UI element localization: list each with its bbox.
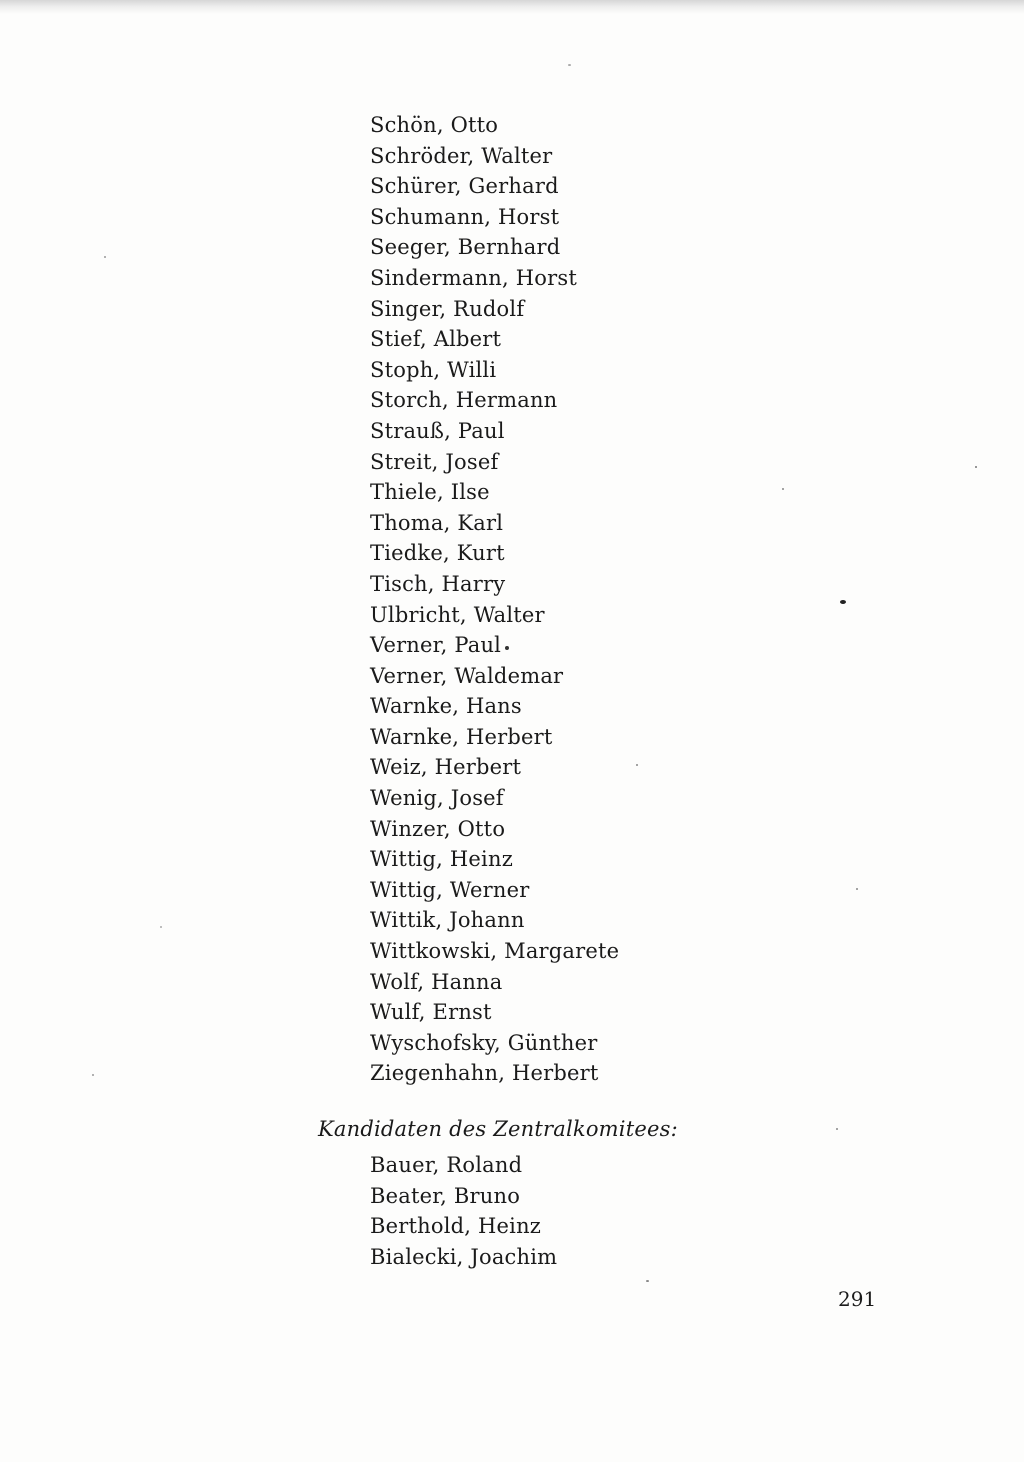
scan-speck (160, 926, 162, 928)
candidates-heading: Kandidaten des Zentralkomitees: (318, 1117, 678, 1141)
list-item: Sindermann, Horst (370, 265, 577, 290)
list-item: Wulf, Ernst (370, 1000, 492, 1025)
list-item: Wittig, Werner (370, 877, 530, 902)
list-item: Wittik, Johann (370, 908, 525, 933)
list-item: Schumann, Horst (370, 204, 560, 229)
scan-speck (856, 888, 858, 890)
list-item: Schürer, Gerhard (370, 174, 559, 199)
list-item: Weiz, Herbert (370, 755, 522, 780)
scan-speck (782, 488, 784, 490)
list-item: Schön, Otto (370, 113, 499, 137)
scan-speck (92, 1074, 94, 1076)
list-item: Ulbricht, Walter (370, 602, 545, 627)
list-item: Bialecki, Joachim (370, 1244, 558, 1269)
list-item: Winzer, Otto (370, 816, 506, 841)
scan-speck (636, 764, 638, 766)
scan-speck (104, 256, 106, 258)
list-item: Warnke, Herbert (370, 724, 553, 749)
scan-speck (836, 1128, 838, 1130)
list-item: Singer, Rudolf (370, 296, 525, 321)
scan-speck (646, 1280, 649, 1282)
list-item: Thoma, Karl (370, 510, 504, 535)
scan-top-edge (0, 0, 1024, 14)
list-item: Ziegenhahn, Herbert (370, 1061, 599, 1086)
list-item: Schröder, Walter (370, 143, 553, 168)
list-item: Wenig, Josef (370, 786, 504, 811)
list-item: Warnke, Hans (370, 694, 522, 719)
list-item: Tiedke, Kurt (370, 541, 505, 566)
list-item: Wittkowski, Margarete (370, 939, 620, 964)
list-item: Seeger, Bernhard (370, 235, 561, 260)
list-item: Verner, Waldemar (370, 663, 564, 688)
list-item: Streit, Josef (370, 449, 499, 474)
member-name-list (370, 110, 619, 1089)
list-item: Stief, Albert (370, 327, 502, 352)
list-item: Stoph, Willi (370, 357, 497, 382)
list-item: Wyschofsky, Günther (370, 1030, 598, 1055)
list-item: Thiele, Ilse (370, 480, 490, 505)
list-item: Verner, Paul (370, 633, 502, 658)
scan-speck (568, 64, 571, 66)
page-number: 291 (838, 1287, 877, 1311)
list-item: Berthold, Heinz (370, 1214, 542, 1239)
list-item: Strauß, Paul (370, 418, 505, 443)
scan-speck (975, 466, 977, 468)
list-item: Beater, Bruno (370, 1183, 521, 1208)
candidate-name-list (370, 1150, 557, 1272)
list-item: Tisch, Harry (370, 571, 506, 596)
scan-speck (840, 600, 846, 604)
list-item: Wolf, Hanna (370, 969, 503, 994)
list-item: Bauer, Roland (370, 1153, 523, 1177)
scan-speck (505, 646, 509, 650)
list-item: Storch, Hermann (370, 388, 558, 413)
list-item: Wittig, Heinz (370, 847, 513, 872)
